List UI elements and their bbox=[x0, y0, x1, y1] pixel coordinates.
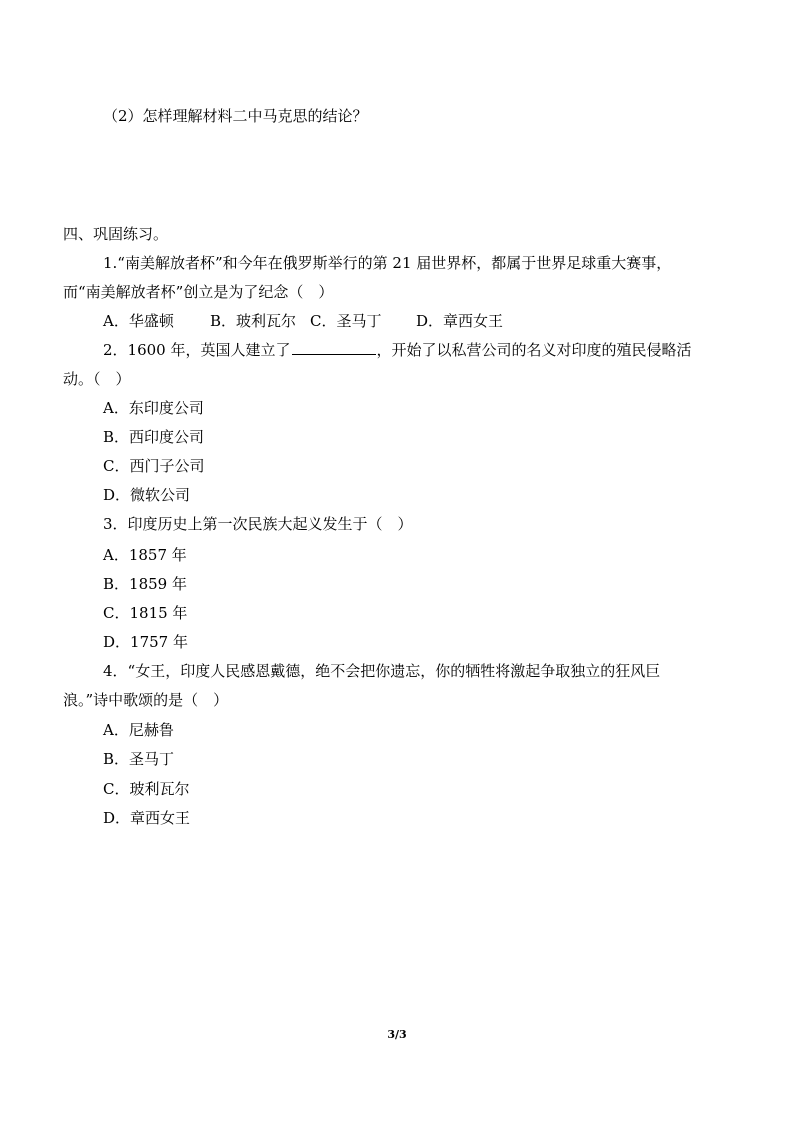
question-4-option-b: B．圣马丁 bbox=[103, 750, 175, 768]
answer-blank bbox=[292, 340, 376, 355]
question-4-line-2: 浪。”诗中歌颂的是（ ） bbox=[63, 691, 229, 709]
question-4-line-1: 4．“女王，印度人民感恩戴德，绝不会把你遗忘，你的牺牲将激起争取独立的狂风巨 bbox=[103, 662, 661, 680]
question-1-line-2: 而“南美解放者杯”创立是为了纪念（ ） bbox=[63, 283, 334, 301]
option-c: C．圣马丁 bbox=[310, 312, 382, 330]
question-1-line-1: 1.“南美解放者杯”和今年在俄罗斯举行的第 21 届世界杯，都属于世界足球重大赛事， bbox=[103, 254, 672, 272]
question-4-option-c: C．玻利瓦尔 bbox=[103, 780, 190, 798]
option-a: A．华盛顿 bbox=[103, 312, 174, 330]
page-number: 3/3 bbox=[387, 1028, 407, 1041]
question-4-option-a: A．尼赫鲁 bbox=[103, 721, 174, 739]
question-3-option-d: D．1757 年 bbox=[103, 633, 188, 651]
question-3-option-c: C．1815 年 bbox=[103, 604, 188, 622]
question-3-line-1: 3．印度历史上第一次民族大起义发生于（ ） bbox=[103, 515, 413, 533]
question-2-line-1 bbox=[103, 340, 692, 360]
section-title: 四、巩固练习。 bbox=[63, 225, 169, 243]
question-3-option-b: B．1859 年 bbox=[103, 575, 187, 593]
question-1-options bbox=[103, 311, 503, 331]
question-2-text-b: ，开始了以私营公司的名义对印度的殖民侵略活 bbox=[376, 341, 692, 359]
question-2-text-a: 2．1600 年，英国人建立了 bbox=[103, 341, 291, 359]
question-3-option-a: A．1857 年 bbox=[103, 546, 187, 564]
question-2-option-d: D．微软公司 bbox=[103, 486, 191, 504]
sub-question-2: （2）怎样理解材料二中马克思的结论？ bbox=[103, 107, 368, 125]
option-b: B．玻利瓦尔 bbox=[210, 312, 297, 330]
question-4-option-d: D．章西女王 bbox=[103, 809, 191, 827]
question-2-option-b: B．西印度公司 bbox=[103, 428, 205, 446]
option-d: D．章西女王 bbox=[416, 312, 504, 330]
question-2-line-2: 动。（ ） bbox=[63, 370, 131, 388]
question-2-option-c: C．西门子公司 bbox=[103, 457, 205, 475]
question-2-option-a: A．东印度公司 bbox=[103, 399, 204, 417]
